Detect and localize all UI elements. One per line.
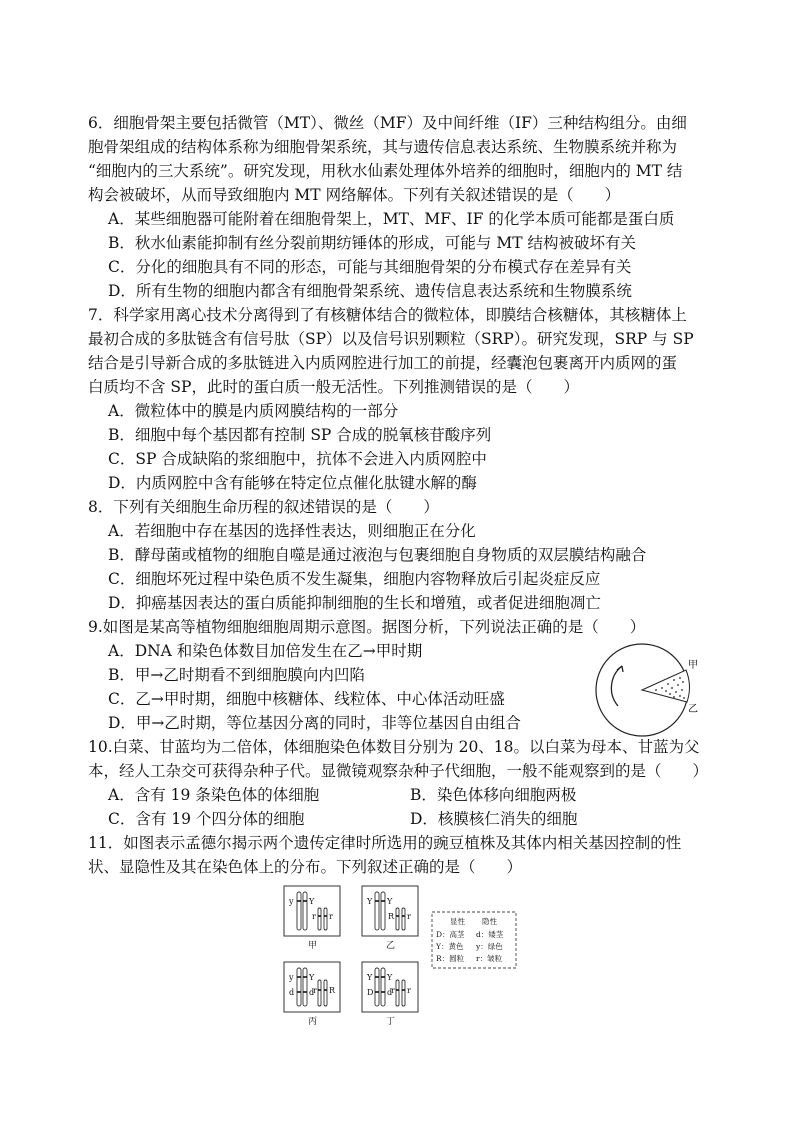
q10-stem-line: 本，经人工杂交可获得杂种子代。显微镜观察杂种子代细胞，一般不能观察到的是（ ） [88,762,709,780]
q7-stem-line: 白质均不含 SP，此时的蛋白质一般无活性。下列推测错误的是（ ） [88,378,579,396]
panel-caption-bing: 丙 [308,1017,318,1027]
label-yi: 乙 [688,704,698,715]
q7-option-a: A．微粒体中的膜是内质网膜结构的一部分 [108,402,399,420]
cycle-direction-arrow [611,666,622,706]
gene-label: Y [367,897,373,906]
q7-stem-line: 最初合成的多肽链含有信号肽（SP）以及信号识别颗粒（SRP）。研究发现，SRP 与 SP [88,330,694,348]
legend-item: r：皱粒 [476,954,503,963]
q10-option-b: B．染色体移向细胞两极 [410,786,577,804]
gene-label: r [313,986,317,995]
q6-option-b: B．秋水仙素能抑制有丝分裂前期纺锤体的形成，可能与 MT 结构被破坏有关 [108,234,636,252]
panel-yi-box [362,886,418,936]
q8-option-c: C．细胞坏死过程中染色质不发生凝集，细胞内容物释放后引起炎症反应 [108,570,601,588]
legend-item: y：绿色 [476,942,503,951]
label-jia: 甲 [688,660,698,671]
panel-caption-yi: 乙 [386,941,396,951]
q9-option-c: C．乙→甲时期，细胞中核糖体、线粒体、中心体活动旺盛 [108,690,505,708]
q11-stem-line: 11．如图表示孟德尔揭示两个遗传定律时所选用的豌豆植株及其体内相关基因控制的性 [88,834,682,852]
q10-option-c: C．含有 19 个四分体的细胞 [108,810,305,828]
q8-stem-line: 8．下列有关细胞生命历程的叙述错误的是（ ） [88,498,439,516]
gene-label: Y [309,973,315,982]
gene-label: r [407,986,411,995]
gene-label: Y [387,973,393,982]
q8-option-b: B．酵母菌或植物的细胞自噬是通过液泡与包裹细胞自身物质的双层膜结构融合 [108,546,647,564]
gene-label: R [388,912,395,921]
legend-header-recessive: 隐性 [482,917,497,926]
q7-option-d: D．内质网腔中含有能够在特定位点催化肽键水解的酶 [108,474,477,492]
legend-item: Y：黄色 [436,942,464,951]
legend-item: R：圆粒 [436,954,465,963]
legend-item: D：高茎 [436,930,465,939]
gene-label: D [367,988,374,997]
gene-label: Y [309,897,315,906]
gene-label: d [309,988,315,997]
panel-caption-ding: 丁 [386,1017,396,1027]
gene-label: d [289,988,295,997]
gene-label: r [391,986,395,995]
gene-label: d [387,988,393,997]
q8-option-d: D．抑癌基因表达的蛋白质能抑制细胞的生长和增殖，或者促进细胞凋亡 [108,594,601,612]
q7-stem-line: 7．科学家用离心技术分离得到了有核糖体结合的微粒体，即膜结合核糖体，其核糖体上 [88,306,687,324]
q10-option-a: A．含有 19 条染色体的体细胞 [108,786,320,804]
q6-stem-line: 胞骨架组成的结构体系称为细胞骨架系统，其与遗传信息表达系统、生物膜系统并称为 [88,138,678,156]
q6-stem-line: “细胞内的三大系统”。研究发现，用秋水仙素处理体外培养的细胞时，细胞内的 MT 结 [88,162,683,180]
q6-option-a: A．某些细胞器可能附着在细胞骨架上，MT、MF、IF 的化学本质可能都是蛋白质 [108,210,675,228]
q6-option-d: D．所有生物的细胞内都含有细胞骨架系统、遗传信息表达系统和生物膜系统 [108,282,632,300]
q10-stem-line: 10.白菜、甘蓝均为二倍体，体细胞染色体数目分别为 20、18。以白菜为母本、甘蓝为父 [88,738,700,756]
q6-stem-line: 构会被破坏，从而导致细胞内 MT 网络解体。下列有关叙述错误的是（ ） [88,186,621,204]
cell-cycle-diagram [590,640,700,740]
gene-label: r [407,912,411,921]
q9-option-b: B．甲→乙时期看不到细胞膜向内凹陷 [108,666,365,684]
q9-option-d: D．甲→乙时期，等位基因分离的同时，非等位基因自由组合 [108,714,521,732]
q11-stem-line: 状、显隐性及其在染色体上的分布。下列叙述正确的是（ ） [88,858,523,876]
gene-label: y [289,897,294,906]
gene-chromosome-figure [280,882,520,1032]
gene-label: R [329,986,336,995]
q6-stem-line: 6．细胞骨架主要包括微管（MT）、微丝（MF）及中间纤维（IF）三种结构组分。由细 [88,114,687,132]
q8-option-a: A．若细胞中存在基因的选择性表达，则细胞正在分化 [108,522,476,540]
legend-item: d：矮茎 [476,930,504,939]
q10-option-d: D．核膜核仁消失的细胞 [410,810,578,828]
q7-option-b: B．细胞中每个基因都有控制 SP 合成的脱氧核苷酸序列 [108,426,492,444]
gene-label: r [329,912,333,921]
gene-label: y [289,973,294,982]
legend-header-dominant: 显性 [450,917,465,926]
gene-label: r [312,912,316,921]
panel-jia-box [284,886,340,936]
q7-option-c: C．SP 合成缺陷的浆细胞中，抗体不会进入内质网腔中 [108,450,487,468]
gene-label: Y [387,897,393,906]
q9-stem-line: 9.如图是某高等植物细胞细胞周期示意图。据图分析，下列说法正确的是（ ） [88,618,646,636]
q7-stem-line: 结合是引导新合成的多肽链进入内质网腔进行加工的前提，经囊泡包裹离开内质网的蛋 [88,354,678,372]
division-phase-sector [642,670,689,702]
arrow-head [617,666,623,672]
q6-option-c: C．分化的细胞具有不同的形态，可能与其细胞骨架的分布模式存在差异有关 [108,258,632,276]
panel-caption-jia: 甲 [308,941,318,951]
gene-label: Y [367,973,373,982]
q9-option-a: A．DNA 和染色体数目加倍发生在乙→甲时期 [108,642,423,660]
